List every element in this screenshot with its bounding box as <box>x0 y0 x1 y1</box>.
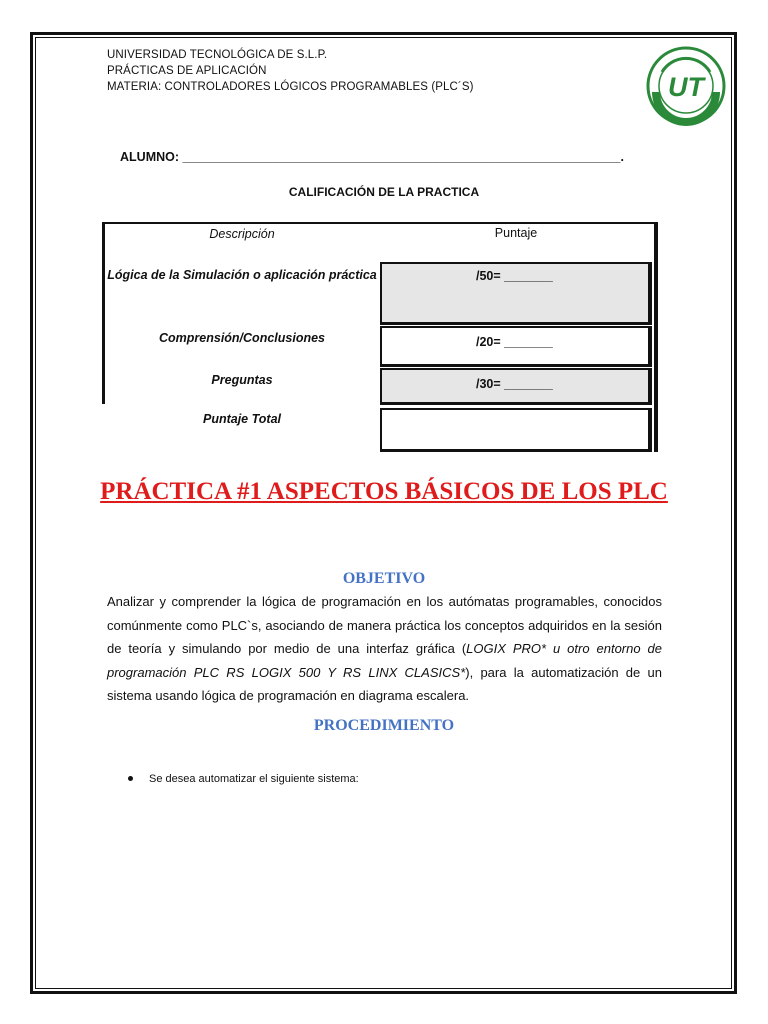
subject-label: MATERIA: CONTROLADORES LÓGICOS PROGRAMABLES (PLC´S) <box>107 81 474 93</box>
practices-label: PRÁCTICAS DE APLICACIÓN <box>107 65 267 77</box>
practice-title: PRÁCTICA #1 ASPECTOS BÁSICOS DE LOS PLC <box>100 478 668 505</box>
column-header-score: Puntaje <box>494 226 538 240</box>
table-rule <box>654 222 658 452</box>
score-value: /50= _______ <box>476 269 553 283</box>
objective-text-software: LOGIX PRO* u otro entorno de programación PLC RS LOGIX 500 Y RS LINX CLASICS* <box>107 641 662 680</box>
page-border <box>30 32 737 994</box>
student-name-blank: _______________________________________________________________. <box>182 150 624 164</box>
document-header <box>107 47 474 95</box>
student-name-line <box>120 150 624 164</box>
objective-paragraph <box>107 590 662 708</box>
bullet-icon <box>128 776 133 781</box>
objective-text-outro: ), para la automatización de un sistema usando lógica de programación en diagrama escalera. <box>107 664 662 703</box>
procedure-heading: PROCEDIMIENTO <box>313 717 455 734</box>
row-description: Preguntas <box>211 373 273 387</box>
score-value: /20= _______ <box>476 335 553 349</box>
row-description: Puntaje Total <box>202 412 281 426</box>
objective-heading: OBJETIVO <box>342 570 426 587</box>
objective-text-intro: Analizar y comprender la lógica de programación en los autómatas programables, conocidos comúnmente como PLC`s, asociando de manera práctica los conceptos adquiridos en la sesión de teoría y simulando por medio de una interfaz gráfica ( <box>107 594 662 656</box>
university-logo <box>646 46 726 126</box>
score-cell <box>380 326 652 367</box>
column-header-description: Descripción <box>209 227 275 241</box>
list-item <box>128 773 359 785</box>
total-score-cell <box>380 408 652 452</box>
row-description: Lógica de la Simulación o aplicación práctica <box>107 268 377 282</box>
student-label: ALUMNO: <box>120 150 180 164</box>
logo-initials: UT <box>668 72 704 102</box>
row-description: Comprensión/Conclusiones <box>159 331 325 345</box>
grading-table <box>102 222 658 452</box>
score-cell <box>380 262 652 325</box>
university-name: UNIVERSIDAD TECNOLÓGICA DE S.L.P. <box>107 49 328 61</box>
procedure-step-text: Se desea automatizar el siguiente sistema: <box>149 773 359 785</box>
score-cell <box>380 368 652 405</box>
table-rule <box>102 222 105 404</box>
score-value: /30= _______ <box>476 377 553 391</box>
grading-title: CALIFICACIÓN DE LA PRACTICA <box>288 185 480 199</box>
